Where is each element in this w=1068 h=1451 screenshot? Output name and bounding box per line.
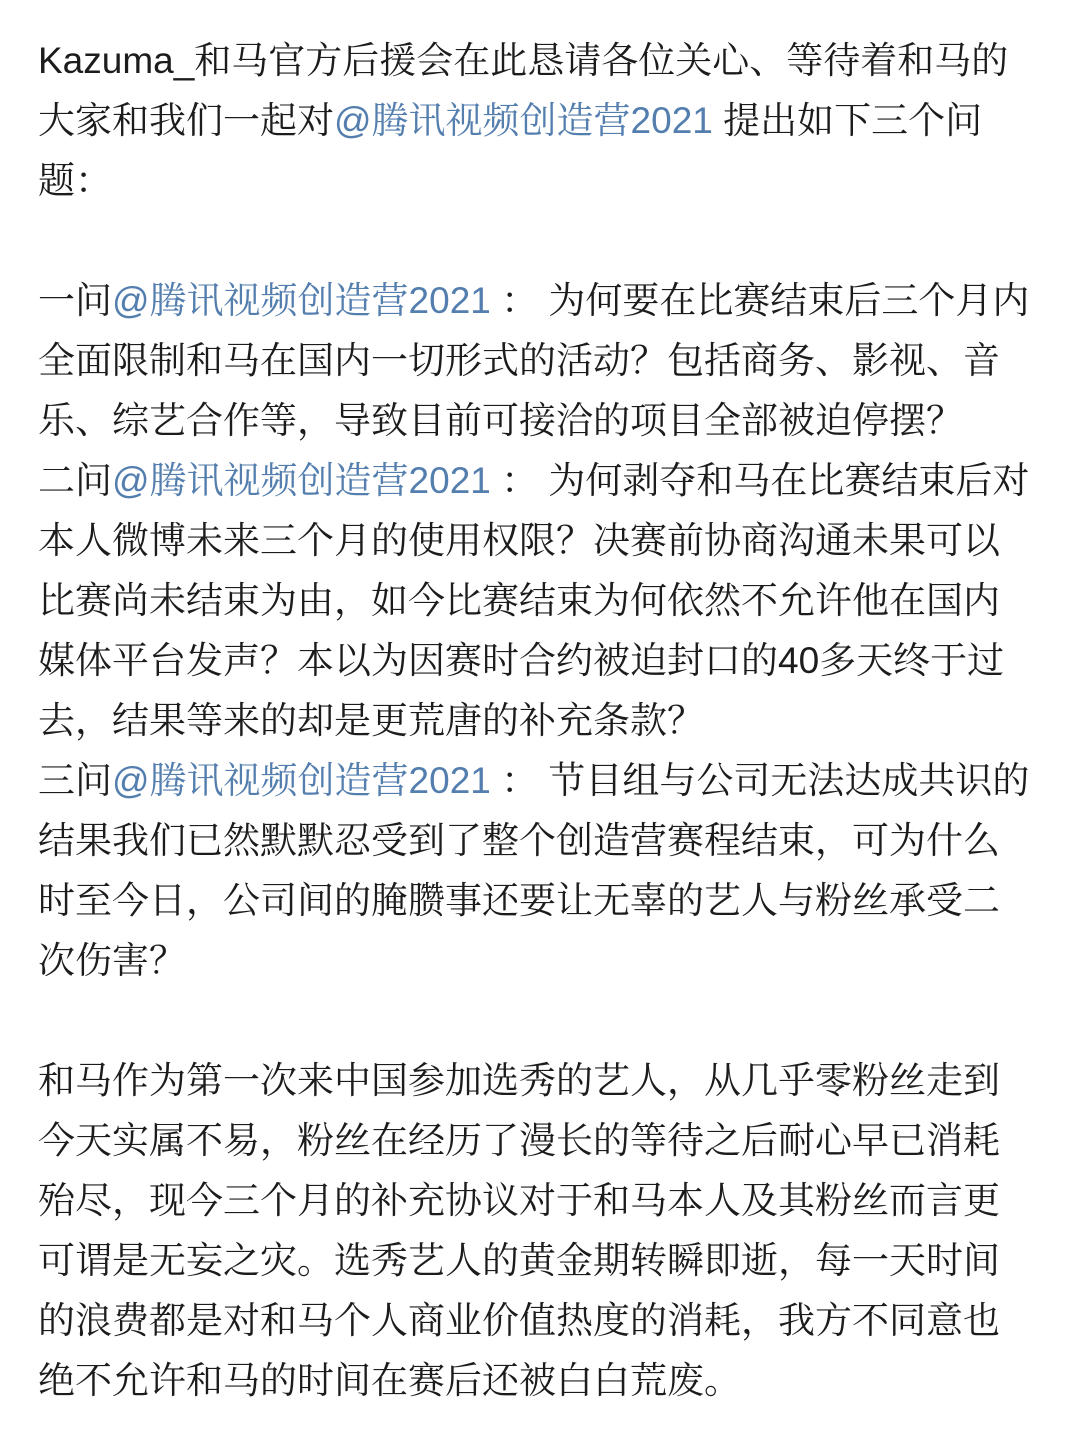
mention-link[interactable]: @腾讯视频创造营2021 <box>112 280 491 321</box>
mention-link[interactable]: @腾讯视频创造营2021 <box>112 460 491 501</box>
text-run: ： 为何要在比赛结束后三个月内全面限制和马在国内一切形式的活动？包括商务、影视、音乐、综艺合作等，导致目前可接洽的项目全部被迫停摆？ <box>38 280 1030 441</box>
text-run: ： 为何剥夺和马在比赛结束后对本人微博未来三个月的使用权限？决赛前协商沟通未果可以比赛尚未结束为由，如今比赛结束为何依然不允许他在国内媒体平台发声？本以为因赛时合约被迫封口的40多天终于过去，结果等来的却是更荒唐的补充条款？ <box>38 460 1030 741</box>
paragraph-intro <box>38 31 1030 211</box>
mention-link[interactable]: @腾讯视频创造营2021 <box>112 760 491 801</box>
text-run: 二问 <box>38 460 112 501</box>
text-run: Kazuma_和马官方后援会在此恳请各位关心、等待着和马的大家和我们一起对 <box>38 40 1009 141</box>
text-run: 和马作为第一次来中国参加选秀的艺人，从几乎零粉丝走到今天实属不易，粉丝在经历了漫长的等待之后耐心早已消耗殆尽，现今三个月的补充协议对于和马本人及其粉丝而言更可谓是无妄之灾。选秀艺人的黄金期转瞬即逝，每一天时间的浪费都是对和马个人商业价值热度的消耗，我方不同意也绝不允许和马的时间在赛后还被白白荒废。 <box>38 1060 1000 1401</box>
mention-link[interactable]: @腾讯视频创造营2021 <box>334 100 713 141</box>
text-run: 三问 <box>38 760 112 801</box>
paragraph-closing <box>38 1051 1030 1411</box>
text-run: 一问 <box>38 280 112 321</box>
paragraph-question-2 <box>38 451 1030 751</box>
paragraph-question-3 <box>38 751 1030 991</box>
text-run: 提出如下三个问题： <box>38 100 983 201</box>
text-run: ： 节目组与公司无法达成共识的结果我们已然默默忍受到了整个创造营赛程结束，可为什么时至今日，公司间的腌臜事还要让无辜的艺人与粉丝承受二次伤害？ <box>38 760 1030 981</box>
paragraph-question-1 <box>38 271 1030 451</box>
